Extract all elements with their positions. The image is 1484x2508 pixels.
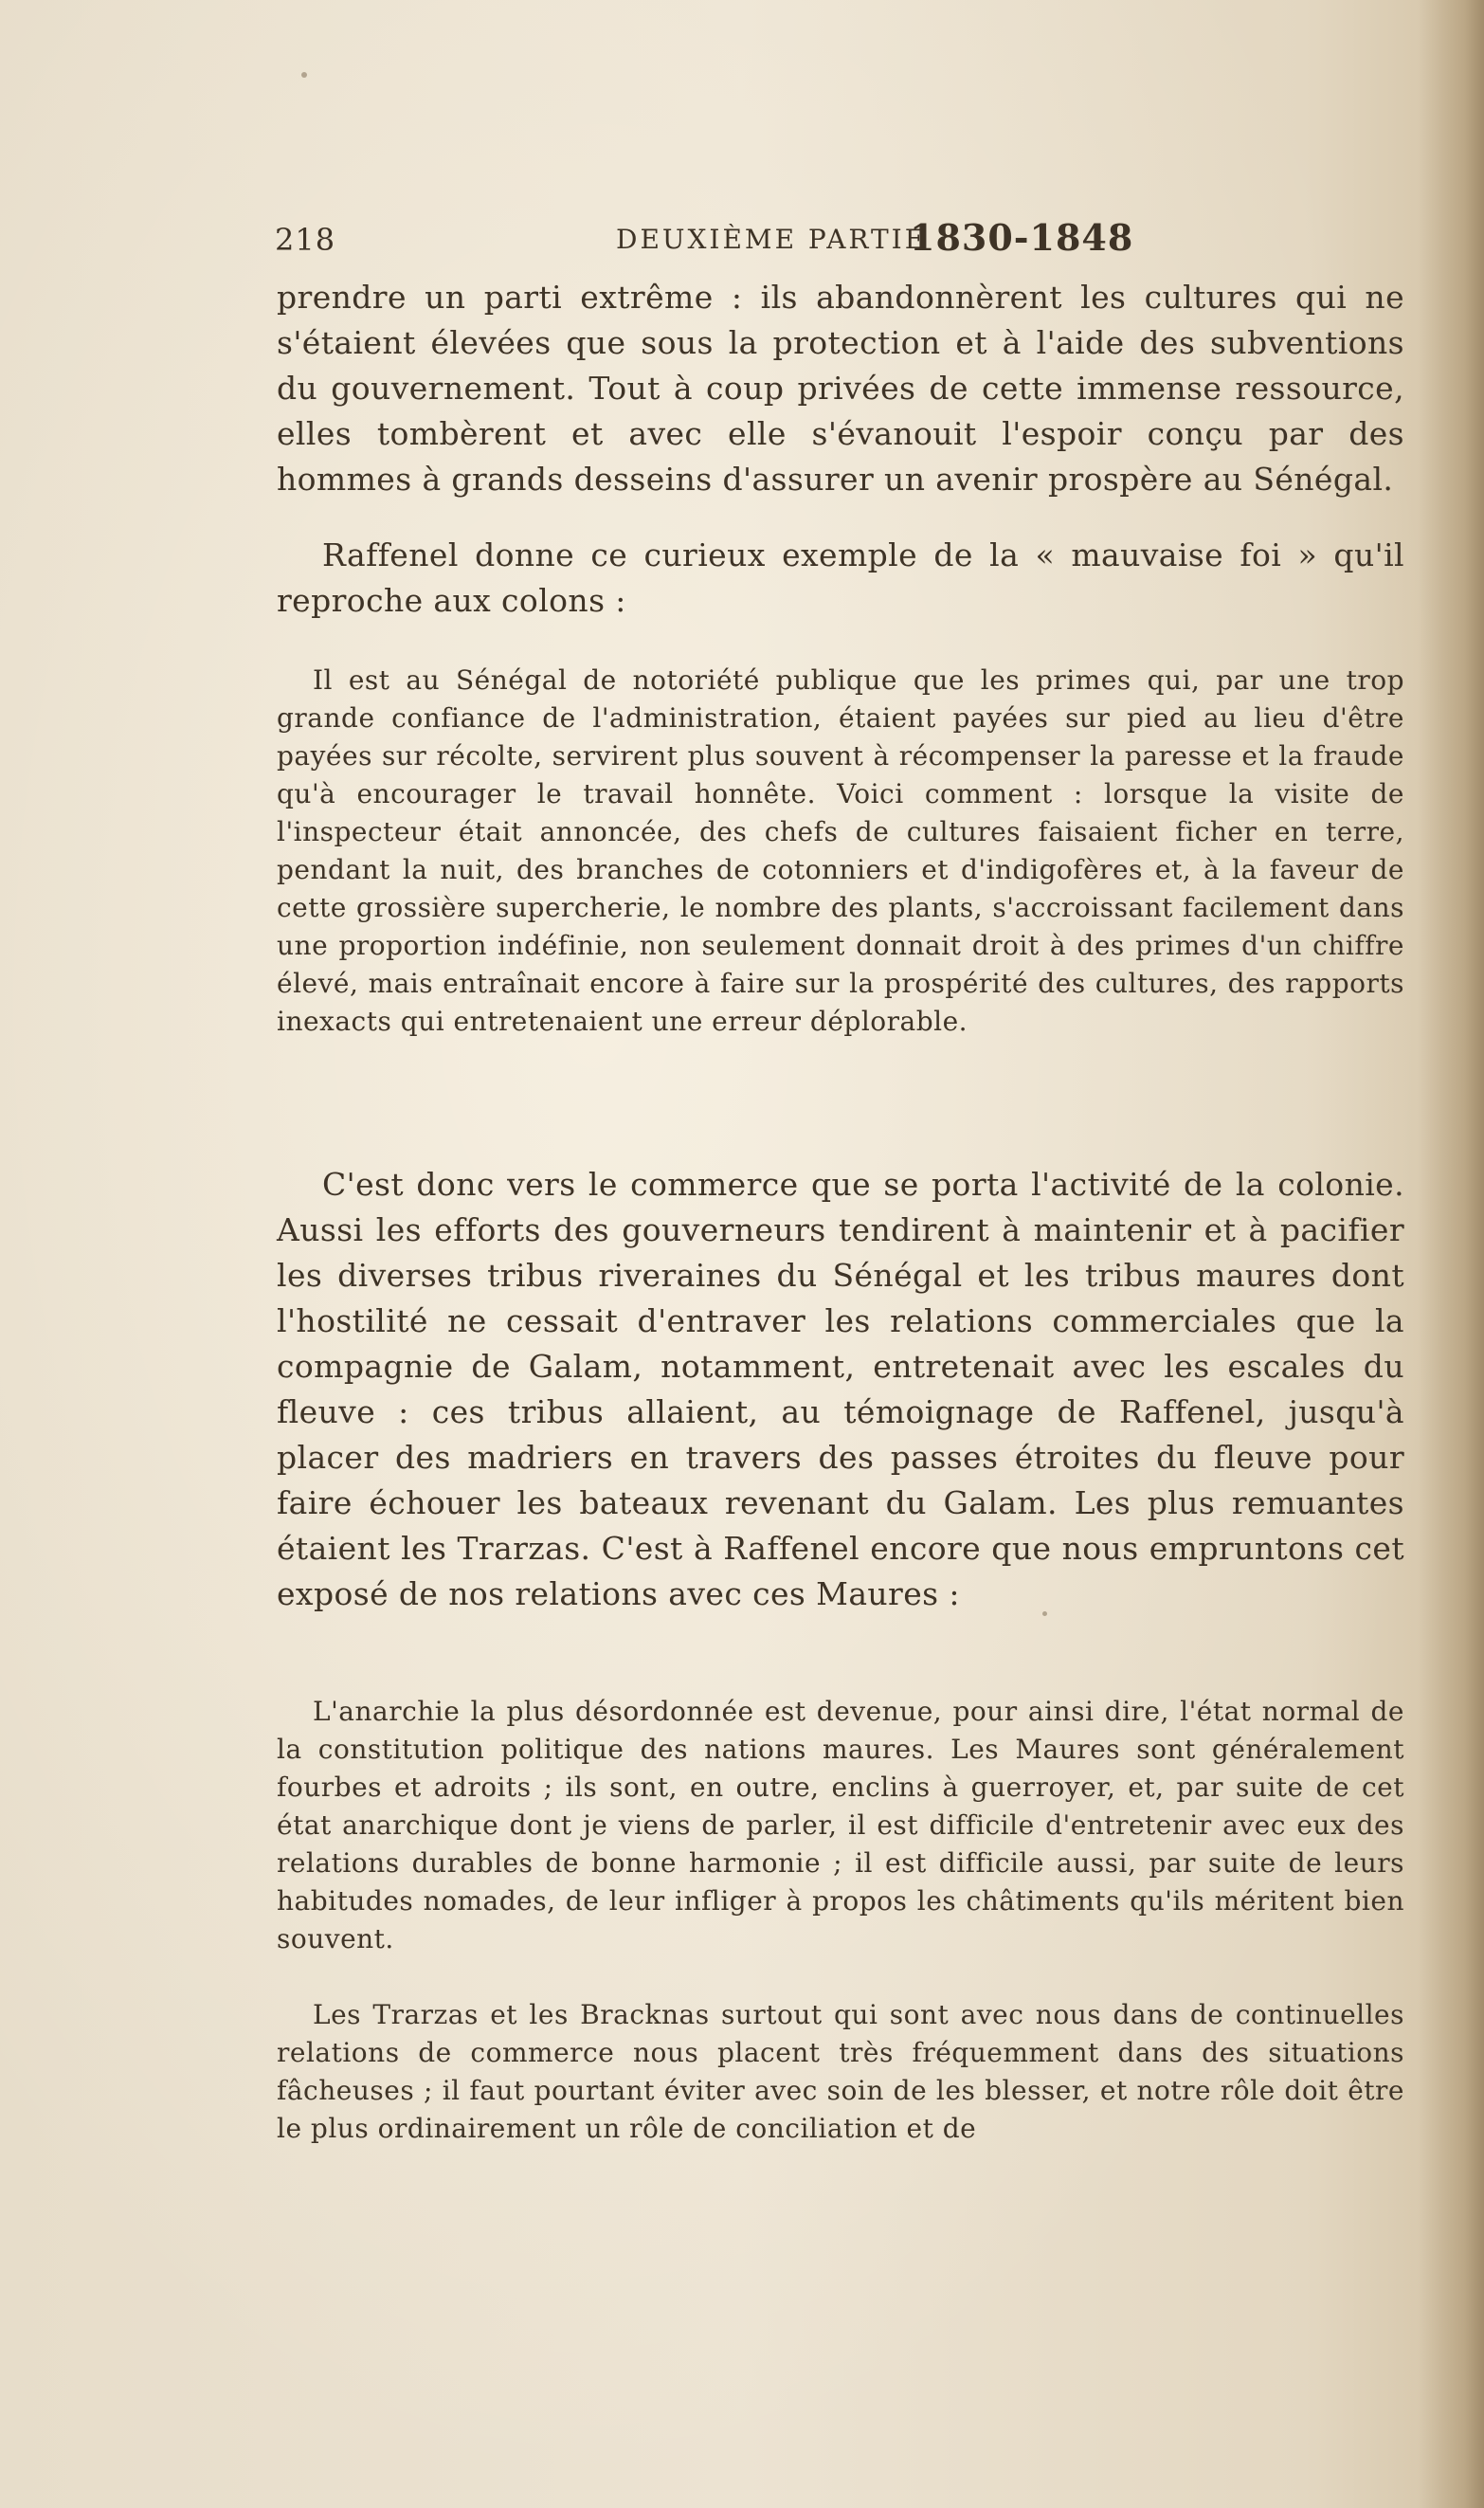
- paragraph-commerce: C'est donc vers le commerce que se porta l'activité de la colonie. Aussi les efforts des gouverneurs tendirent à maintenir et à pacifier les diverses tribus riveraines du Sénégal et les tribus maures dont l'hostilité ne cessait d'entraver les relations commerciales que la compagnie de Galam, notamment, entretenait avec les escales du fleuve : ces tribus allaient, au témoignage de Raffenel, jusqu'à placer des madriers en travers des passes étroites du fleuve pour faire échouer les bateaux revenant du Galam. Les plus remuantes étaient les Trarzas. C'est à Raffenel encore que nous empruntons cet exposé de nos relations avec ces Maures :: [277, 1166, 1404, 1612]
- page-number: 218: [275, 222, 336, 258]
- page-edge-shadow: [1418, 0, 1484, 2508]
- quote-anarchie: L'anarchie la plus désordonnée est devenue, pour ainsi dire, l'état normal de la constitution politique des nations maures. Les Maures sont généralement fourbes et adroits ; ils sont, en outre, enclins à guerroyer, et, par suite de cet état anarchique dont je viens de parler, il est difficile d'entretenir avec eux des relations durables de bonne harmonie ; il est difficile aussi, par suite de leurs habitudes nomades, de leur infliger à propos les châtiments qu'ils méritent bien souvent.: [277, 1696, 1404, 1954]
- quote-primes: Il est au Sénégal de notoriété publique que les primes qui, par une trop grande confiance de l'administration, étaient payées sur pied au lieu d'être payées sur récolte, servirent plus souvent à récompenser la paresse et la fraude qu'à encourager le travail honnête. Voici comment : lorsque la visite de l'inspecteur était annoncée, des chefs de cultures faisaient ficher en terre, pendant la nuit, des branches de cotonniers et d'indigofères et, à la faveur de cette grossière supercherie, le nombre des plants, s'accroissant facilement dans une proportion indéfinie, non seulement donnait droit à des primes d'un chiffre élevé, mais entraînait encore à faire sur la prospérité des cultures, des rapports inexacts qui entretenaient une erreur déplorable.: [277, 664, 1404, 1037]
- paper-speck: [301, 72, 307, 78]
- running-head: DEUXIÈME PARTIE: [616, 224, 928, 255]
- paragraph-continuation: prendre un parti extrême : ils abandonnèrent les cultures qui ne s'étaient élevées que sous la protection et à l'aide des subventions du gouvernement. Tout à coup privées de cette immense ressource, elles tombèrent et avec elle s'évanouit l'espoir conçu par des hommes à grands desseins d'assurer un avenir prospère au Sénégal.: [277, 279, 1404, 498]
- quote-trarzas: Les Trarzas et les Bracknas surtout qui sont avec nous dans de continuelles relations de commerce nous placent très fréquemment dans des situations fâcheuses ; il faut pourtant éviter avec soin de les blesser, et notre rôle doit être le plus ordinairement un rôle de conciliation et de: [277, 1999, 1404, 2144]
- page-header: [275, 214, 1336, 267]
- paragraph-raffenel-intro: Raffenel donne ce curieux exemple de la « mauvaise foi » qu'il reproche aux colons :: [277, 536, 1404, 619]
- running-head-years: 1830-1848: [910, 216, 1134, 259]
